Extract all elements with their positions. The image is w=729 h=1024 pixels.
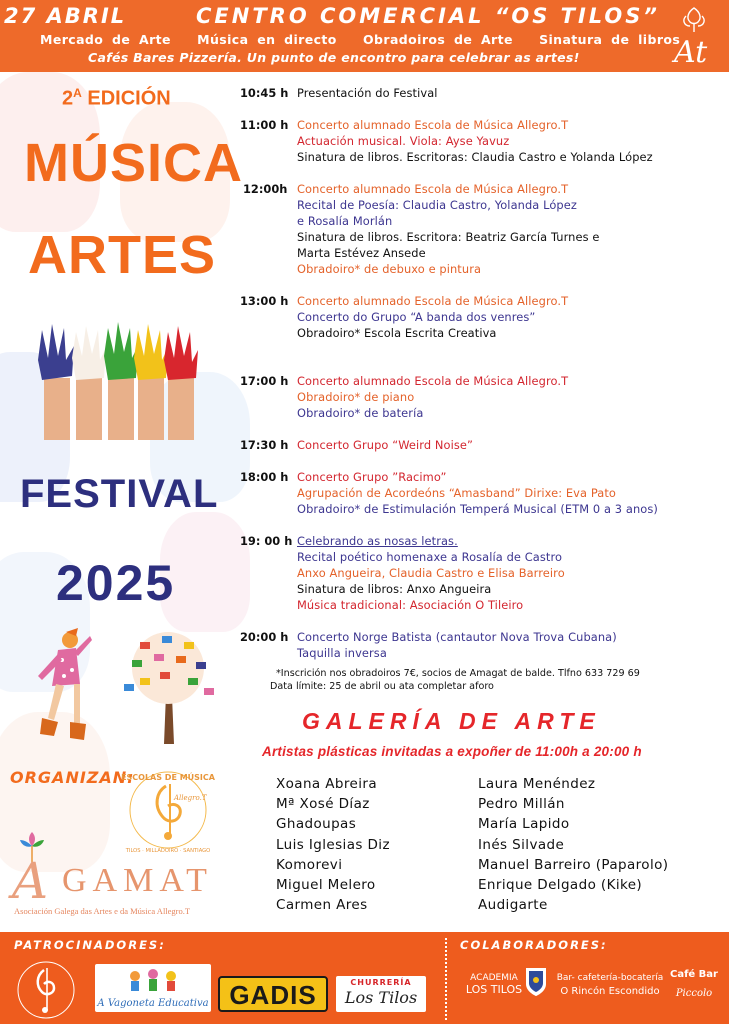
footer-divider [445, 938, 447, 1020]
header-banner [0, 0, 729, 72]
slot-time: 17:30 h [240, 438, 289, 452]
slot-item: Anxo Angueira, Claudia Castro e Elisa Barreiro [297, 566, 565, 580]
artist-name: Miguel Melero [276, 877, 376, 894]
slot-time: 10:45 h [240, 86, 289, 100]
artist-name: Ghadoupas [276, 816, 357, 833]
artists-list-left [276, 774, 390, 915]
escolas-arc-text: ESCOLAS DE MÚSICA [121, 773, 215, 782]
dancer-illustration-icon [30, 626, 92, 744]
title-festival: FESTIVAL [20, 472, 219, 516]
churreria-top-label: CHURRERÍA [350, 978, 412, 987]
agamat-initial: A [12, 852, 49, 910]
slot-item: Concerto alumnado Escola de Música Allegro.T [297, 182, 569, 196]
slot-item: Obradoiro* Escola Escrita Creativa [297, 326, 497, 340]
collaborator-piccolo [668, 968, 720, 1000]
slot-items [297, 533, 727, 613]
artist-name: Xoana Abreira [276, 776, 378, 792]
cafebar-label: Café Bar [669, 969, 718, 980]
slot-item: Actuación musical. Viola: Ayse Yavuz [297, 134, 510, 148]
artists-list-right [478, 774, 668, 915]
slot-item: Obradoiro* de Estimulación Temperá Musical (ETM 0 a 3 anos) [297, 502, 658, 516]
rincon-line1: Bar- cafetería-bocatería [556, 973, 664, 983]
slot-time: 18:00 h [240, 470, 289, 484]
artist-name: Carmen Ares [276, 897, 368, 914]
escolas-center-text: Allegro.T [174, 794, 207, 802]
slot-time: 17:00 h [240, 374, 289, 388]
title-musica: MÚSICA [24, 133, 243, 193]
artist-name: Pedro Millán [478, 796, 565, 813]
slot-time: 13:00 h [240, 294, 289, 308]
rincon-line2: O Rincón Escondido [560, 986, 660, 997]
slot-time: 20:00 h [240, 630, 289, 644]
slot-item: Concerto alumnado Escola de Música Allegro.T [297, 374, 569, 388]
book-tree-icon [110, 628, 228, 744]
artist-name: Enrique Delgado (Kike) [478, 877, 643, 894]
academia-line2: LOS TILOS [465, 983, 523, 996]
at-logo-icon [666, 2, 722, 68]
sponsor-gadis [218, 976, 328, 1012]
slot-item: Obradoiro* de piano [297, 390, 415, 404]
collaborator-rincon [556, 972, 664, 998]
piccolo-label: Piccolo [675, 988, 713, 999]
vagoneta-label: A Vagoneta Educativa [97, 998, 209, 1009]
slot-items [297, 373, 727, 421]
gallery-subtitle: Artistas plásticas invitadas a expoñer de 11:00h a 20:00 h [262, 744, 642, 759]
academia-line1: ACADEMIA [470, 973, 518, 983]
title-artes: ARTES [28, 225, 217, 285]
slot-time: 12:00h [243, 182, 288, 196]
artist-name: Manuel Barreiro (Paparolo) [478, 856, 669, 873]
vagoneta-children-icon [95, 964, 211, 996]
slot-item: Sinatura de libros. Escritora: Beatriz García Turnes e [297, 230, 600, 244]
artist-name: Mª Xosé Díaz [276, 796, 370, 813]
slot-item: Concerto alumnado Escola de Música Allegro.T [297, 118, 569, 132]
left-poster-column [0, 72, 243, 932]
footer-banner [0, 932, 729, 1024]
tagline: Cafés Bares Pizzería. Un punto de encontro para celebrar as artes! [88, 50, 580, 65]
artist-name: Komorevi [276, 856, 343, 873]
escolas-musica-logo-icon [121, 766, 215, 856]
slot-item: Sinatura de libros: Anxo Angueira [297, 582, 492, 596]
slot-items [297, 117, 727, 165]
collaborators-label: COLABORADORES: [460, 938, 608, 952]
gadis-label: GADIS [229, 980, 317, 1010]
title-year: 2025 [56, 555, 176, 611]
slot-item: Recital poético homenaxe a Rosalía de Castro [297, 550, 563, 564]
slot-item: Obradoiro* de debuxo e pintura [297, 262, 482, 276]
collaborator-academia [464, 972, 524, 996]
escolas-footer-logo-icon [14, 956, 78, 1022]
slot-item: Sinatura de libros. Escritoras: Claudia Castro e Yolanda López [297, 150, 653, 164]
sponsor-churreria [336, 976, 426, 1012]
activities-line: Mercado de Arte Música en directo Obradoiros de Arte Sinatura de libros [40, 32, 681, 47]
artist-name: Luis Iglesias Diz [276, 836, 390, 853]
artist-name: Inés Silvade [478, 836, 565, 853]
artist-name: Laura Menéndez [478, 776, 596, 792]
sponsor-vagoneta [95, 964, 211, 1012]
slot-item: Concerto Grupo ”Racimo” [297, 470, 447, 484]
slot-item: Recital de Poesía: Claudia Castro, Yolanda López [297, 198, 577, 212]
concello-shield-icon [524, 966, 548, 998]
slot-item: Concerto do Grupo “A banda dos venres” [297, 310, 536, 324]
slot-item: Música tradicional: Asociación O Tileiro [297, 598, 524, 612]
inscription-note: *Inscrición nos obradoiros 7€, socios de Amagat de balde. Tlfno 633 729 69 [276, 668, 640, 679]
slot-item: e Rosalía Morlán [297, 214, 393, 228]
slot-item: Taquilla inversa [297, 646, 387, 660]
raised-hands-icon [36, 320, 200, 440]
agamat-wordmark: GAMAT [62, 862, 213, 899]
event-date: 27 ABRIL [4, 4, 127, 28]
slot-item: Agrupación de Acordeóns “Amasband” Dirixe: Eva Pato [297, 486, 616, 500]
slot-time: 19: 00 h [240, 534, 293, 548]
slot-item: Concerto Norge Batista (cantautor Nova Trova Cubana) [297, 630, 617, 644]
escolas-bottom-text: TILOS · MILLADOIRO · SANTIAGO [125, 848, 211, 854]
edition-label: $2^A$ EDICIÓN [62, 86, 171, 110]
organizers-label: ORGANIZAN: [10, 768, 135, 787]
slot-item: Marta Estévez Ansede [297, 246, 426, 260]
slot-item: Concerto alumnado Escola de Música Allegro.T [297, 294, 569, 308]
slot-items [297, 293, 727, 341]
artist-name: Audigarte [478, 897, 548, 914]
gallery-title: GALERÍA DE ARTE [302, 708, 601, 734]
deadline-note: Data límite: 25 de abril ou ata completar aforo [270, 681, 494, 692]
agamat-fullname: Asociación Galega das Artes e da Música Allegro.T [14, 906, 191, 916]
slot-item: Presentación do Festival [297, 86, 438, 100]
slot-items [297, 469, 727, 517]
slot-item: Celebrando as nosas letras. [297, 534, 458, 548]
slot-items [297, 181, 727, 277]
churreria-label: Los Tilos [344, 988, 418, 1007]
slot-item: Concerto Grupo “Weird Noise” [297, 438, 474, 452]
slot-items [297, 85, 727, 101]
slot-item: Obradoiro* de batería [297, 406, 424, 420]
artist-name: María Lapido [478, 816, 570, 833]
slot-items [297, 629, 727, 661]
at-logo-text: At [674, 35, 708, 70]
event-venue: CENTRO COMERCIAL “OS TILOS” [196, 4, 660, 28]
sponsors-label: PATROCINADORES: [14, 938, 166, 952]
slot-time: 11:00 h [240, 118, 289, 132]
slot-items [297, 437, 727, 453]
